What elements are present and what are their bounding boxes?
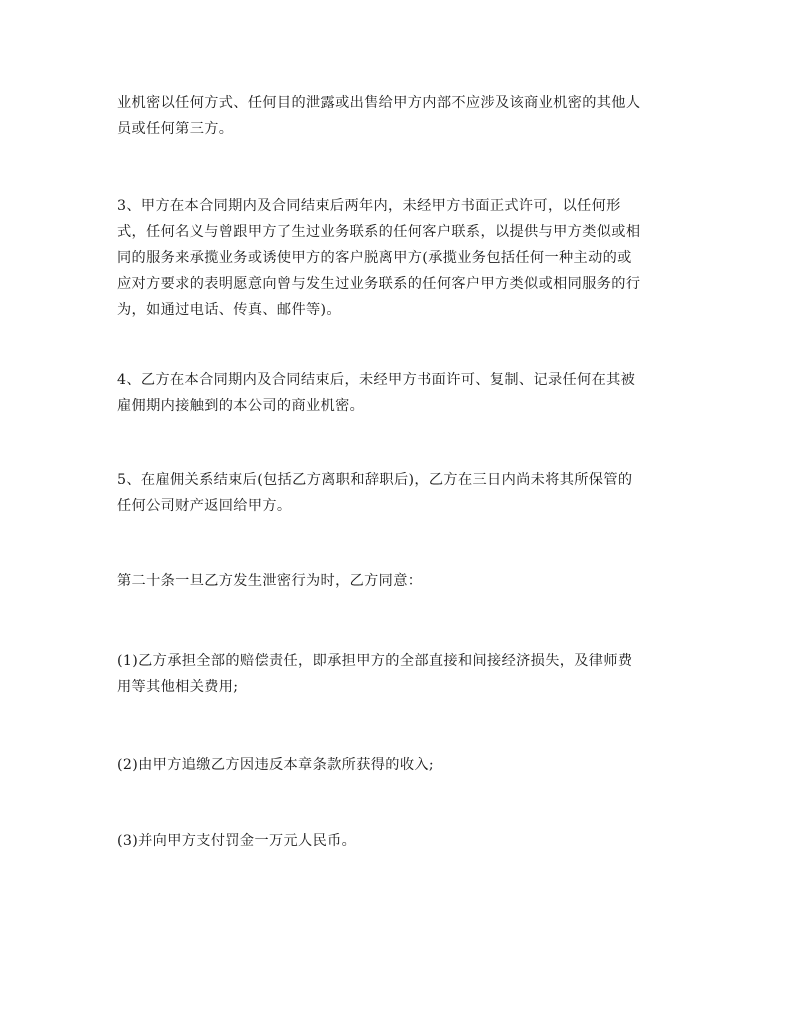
paragraph-line: 应对方要求的表明愿意向曾与发生过业务联系的任何客户甲方类似或相同服务的行 [117, 276, 641, 292]
paragraph-item-3 [117, 828, 687, 854]
paragraph-clause-4 [117, 367, 687, 419]
paragraph-clause-5 [117, 467, 687, 519]
paragraph-line: 用等其他相关费用; [117, 679, 239, 695]
paragraph-line: 式，任何名义与曾跟甲方了生过业务联系的任何客户联系，以提供与甲方类似或相 [117, 224, 641, 240]
paragraph-line: 3、甲方在本合同期内及合同结束后两年内，未经甲方书面正式许可，以任何形 [117, 198, 621, 214]
paragraph-line: 5、在雇佣关系结束后(包括乙方离职和辞职后)，乙方在三日内尚未将其所保管的 [117, 472, 633, 488]
paragraph-line: 雇佣期内接触到的本公司的商业机密。 [117, 398, 365, 414]
paragraph-line: (1)乙方承担全部的赔偿责任，即承担甲方的全部直接和间接经济损失，及律师费 [117, 653, 633, 669]
paragraph-line: (3)并向甲方支付罚金一万元人民币。 [117, 833, 357, 849]
paragraph-clause-3 [117, 193, 687, 323]
paragraph-line: 任何公司财产返回给甲方。 [117, 498, 292, 514]
paragraph-line: (2)由甲方追缴乙方因违反本章条款所获得的收入; [117, 757, 435, 773]
paragraph-line: 同的服务来承揽业务或诱使甲方的客户脱离甲方(承揽业务包括任何一种主动的或 [117, 250, 632, 266]
paragraph-item-1 [117, 648, 687, 700]
paragraph-article-20-heading [117, 568, 687, 594]
paragraph-line: 员或任何第三方。 [117, 121, 234, 137]
paragraph-line: 为，如通过电话、传真、邮件等)。 [117, 302, 341, 318]
paragraph-confidentiality-continuation [117, 90, 687, 142]
paragraph-item-2 [117, 752, 687, 778]
paragraph-line: 第二十条一旦乙方发生泄密行为时，乙方同意： [117, 573, 423, 589]
paragraph-line: 4、乙方在本合同期内及合同结束后，未经甲方书面许可、复制、记录任何在其被 [117, 372, 636, 388]
paragraph-line: 业机密以任何方式、任何目的泄露或出售给甲方内部不应涉及该商业机密的其他人 [117, 95, 641, 111]
